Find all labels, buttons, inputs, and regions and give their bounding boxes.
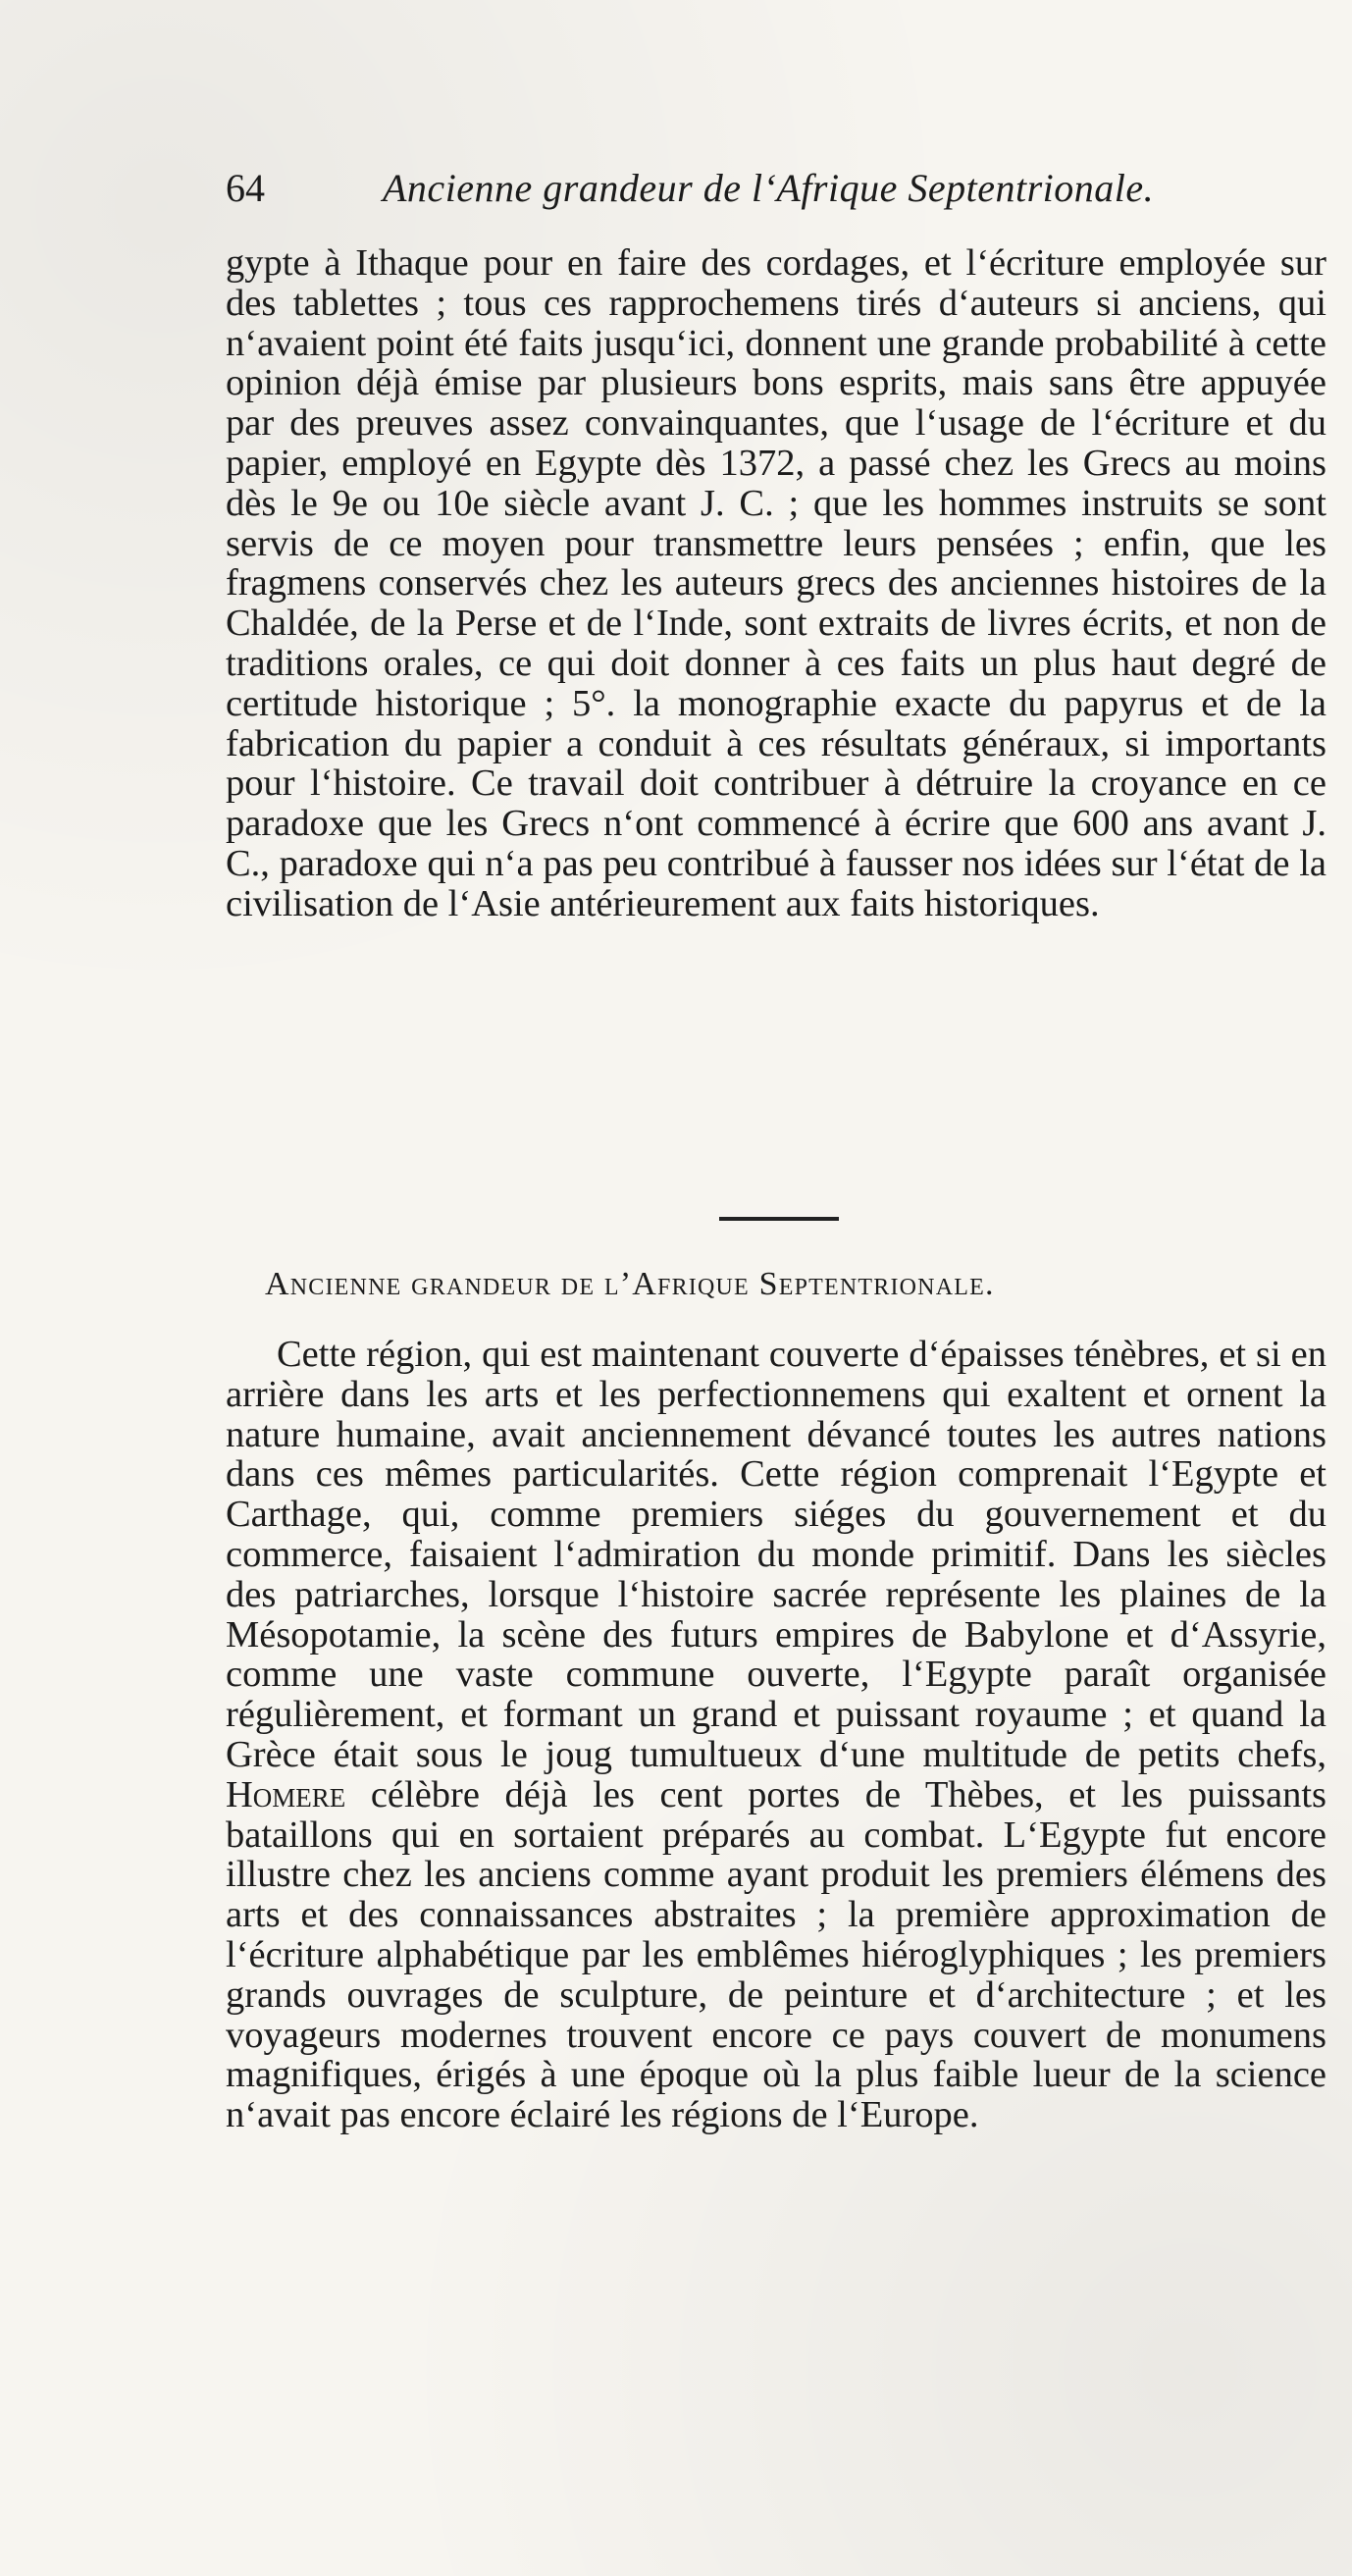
page-header — [226, 165, 1226, 224]
section-divider — [719, 1217, 839, 1221]
paragraph-text — [226, 1335, 1326, 2135]
paragraph-text-part-1: Cette région, qui est maintenant couverte d‘épaisses ténèbres, et si en arrière dans les arts et les perfectionnemens qui exaltent et ornent la nature humaine, avait anciennement dévancé toutes les autres nations dans ces mêmes particularités. Cette région comprenait l‘Egypte et Carthage, qui, comme premiers siéges du gouvernement et du commerce, faisaient l‘admiration du monde primitif. Dans les siècles des patriarches, lorsque l‘histoire sacrée représente les plaines de la Mésopotamie, la scène des futurs empires de Babylone et d‘Assyrie, comme une vaste commune ouverte, l‘Egypte paraît organisée régulièrement, et formant un grand et puissant royaume ; et quand la Grèce était sous le joug tumultueux d‘une multitude de petits chefs, — [226, 1334, 1326, 1775]
author-name: Homere — [226, 1773, 346, 1815]
section-heading: Ancienne grandeur de l’Afrique Septentrionale. — [265, 1266, 995, 1302]
paragraph-continued — [226, 243, 1326, 1166]
section-paragraph — [226, 1335, 1326, 2404]
running-title: Ancienne grandeur de l‘Afrique Septentrionale. — [383, 166, 1155, 210]
page-number: 64 — [226, 166, 265, 210]
paragraph-text-part-2: célèbre déjà les cent portes de Thèbes, et les puissants bataillons qui en sortaient préparés au combat. L‘Egypte fut encore illustre chez les anciens comme ayant produit les premiers élémens des arts et des connaissances abstraites ; la première approximation de l‘écriture alphabétique par les emblêmes hiéroglyphiques ; les premiers grands ouvrages de sculpture, de peinture et d‘architecture ; et les voyageurs modernes trouvent encore ce pays couvert de monumens magnifiques, érigés à une époque où la plus faible lueur de la science n‘avait pas encore éclairé les régions de l‘Europe. — [226, 1773, 1326, 2136]
paragraph-text: gypte à Ithaque pour en faire des cordages, et l‘écriture employée sur des tablettes ; tous ces rapprochemens tirés d‘auteurs si anciens, qui n‘avaient point été faits jusqu‘ici, donnent une grande probabilité à cette opinion déjà émise par plusieurs bons esprits, mais sans être appuyée par des preuves assez convainquantes, que l‘usage de l‘écriture et du papier, employé en Egypte dès 1372, a passé chez les Grecs au moins dès le 9e ou 10e siècle avant J. C. ; que les hommes instruits se sont servis de ce moyen pour transmettre leurs pensées ; enfin, que les fragmens conservés chez les auteurs grecs des anciennes histoires de la Chaldée, de la Perse et de l‘Inde, sont extraits de livres écrits, et non de traditions orales, ce qui doit donner à ces faits un plus haut degré de certitude historique ; 5°. la monographie exacte du papyrus et de la fabrication du papier a conduit à ces résultats généraux, si importants pour l‘histoire. Ce travail doit contribuer à détruire la croyance en ce paradoxe que les Grecs n‘ont commencé à écrire que 600 ans avant J. C., paradoxe qui n‘a pas peu contribué à fausser nos idées sur l‘état de la civilisation de l‘Asie antérieurement aux faits historiques. — [226, 242, 1326, 924]
